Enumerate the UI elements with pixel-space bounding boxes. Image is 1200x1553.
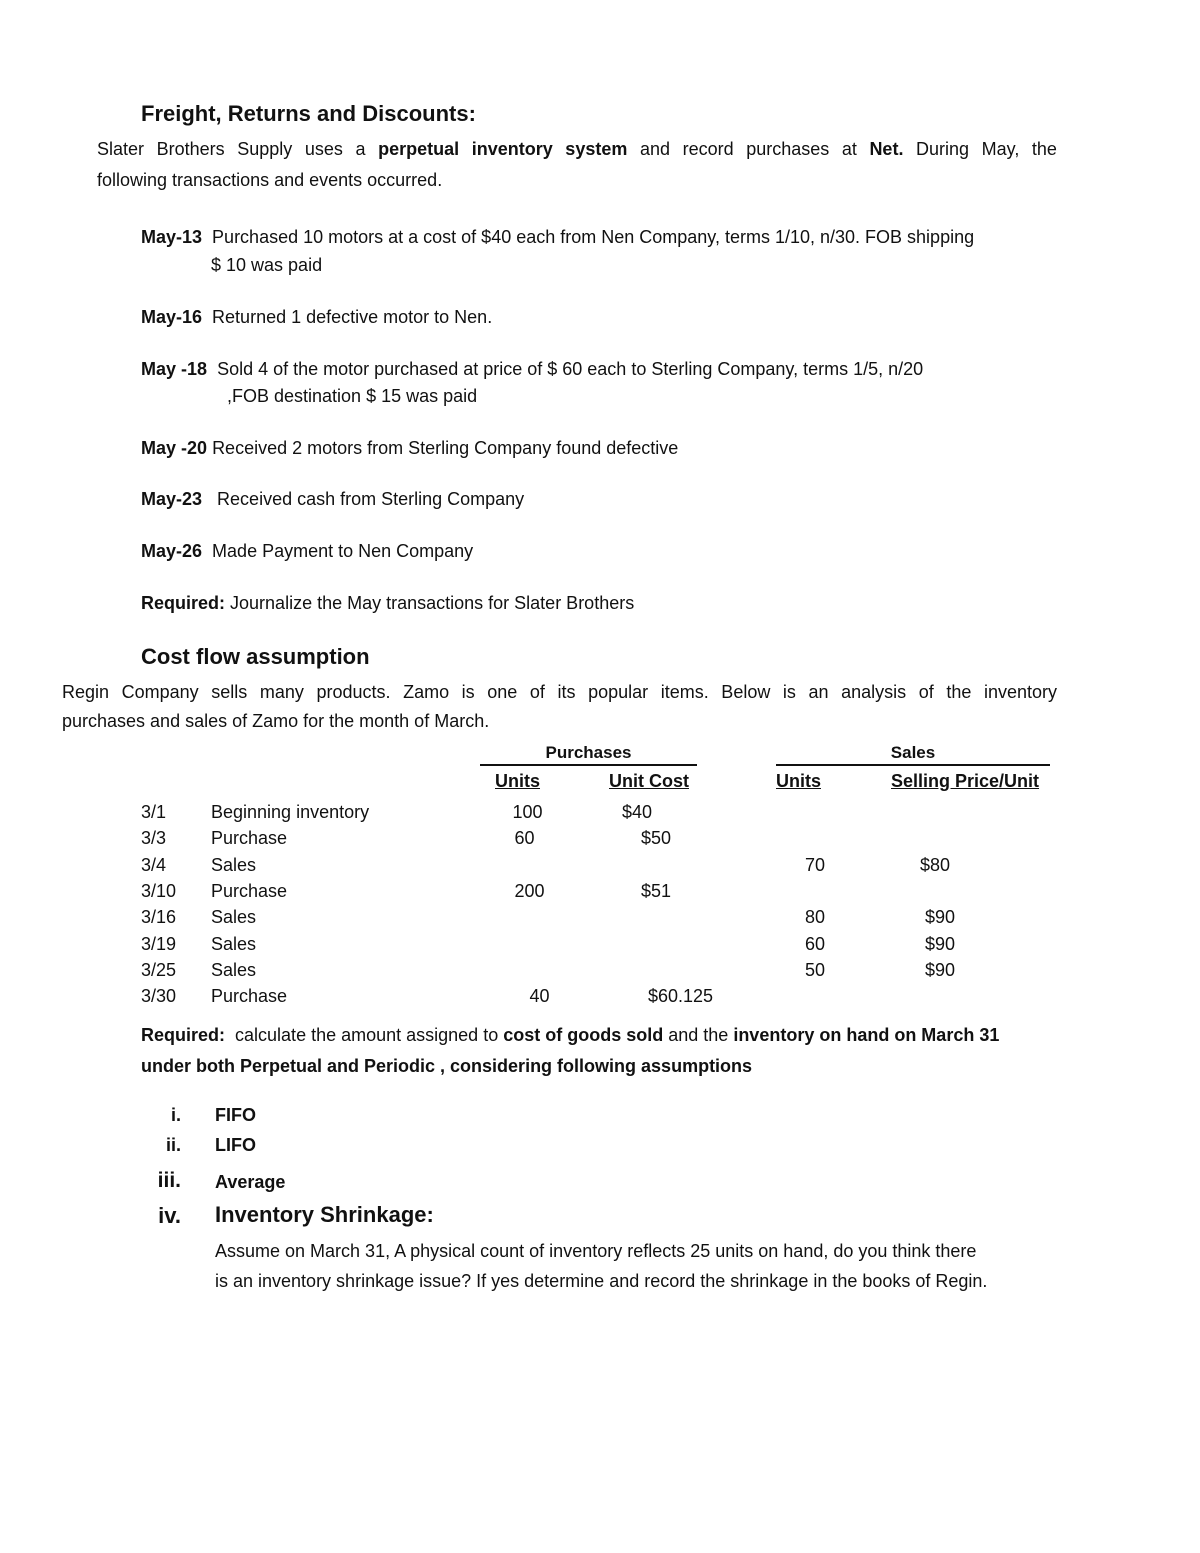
- transaction-item: May -18 Sold 4 of the motor purchased at price of $ 60 each to Sterling Company, terms 1/5, n/20: [141, 359, 924, 379]
- cost-flow-intro-line2: purchases and sales of Zamo for the month of March.: [62, 711, 490, 731]
- shrinkage-text-line1: Assume on March 31, A physical count of inventory reflects 25 units on hand, do you think there: [215, 1241, 977, 1261]
- row-sales-units: 70: [804, 855, 826, 875]
- row-purchase-units: 100: [512, 802, 543, 822]
- section-title-freight: Freight, Returns and Discounts:: [141, 101, 476, 126]
- assumption-lifo: LIFO: [215, 1135, 256, 1155]
- transaction-item: May -20 Received 2 motors from Sterling Company found defective: [141, 438, 679, 458]
- row-date: 3/16: [141, 907, 177, 927]
- row-date: 3/25: [141, 960, 177, 980]
- row-desc: Sales: [211, 960, 257, 980]
- list-number: iv.: [158, 1203, 181, 1228]
- purchases-group-header: Purchases: [480, 742, 697, 766]
- row-desc: Sales: [211, 934, 257, 954]
- row-desc: Beginning inventory: [211, 802, 370, 822]
- row-selling-price: $90: [925, 907, 956, 927]
- row-purchase-cost: $60.125: [648, 986, 714, 1006]
- required-statement-line2: under both Perpetual and Periodic , considering following assumptions: [141, 1056, 753, 1076]
- row-purchase-units: 200: [514, 881, 545, 901]
- row-selling-price: $90: [925, 960, 956, 980]
- intro-paragraph-line2: following transactions and events occurred.: [97, 170, 443, 190]
- transaction-item: May-23 Received cash from Sterling Company: [141, 489, 525, 509]
- row-purchase-cost: $40: [622, 802, 653, 822]
- required-statement: Required: Journalize the May transactions for Slater Brothers: [141, 593, 635, 613]
- sales-group-header: Sales: [776, 742, 1050, 766]
- row-desc: Sales: [211, 907, 257, 927]
- row-sales-units: 80: [804, 907, 826, 927]
- list-number: ii.: [165, 1135, 181, 1155]
- row-selling-price: $90: [925, 934, 956, 954]
- transaction-item: May-13 Purchased 10 motors at a cost of $40 each from Nen Company, terms 1/10, n/30. FOB shipping: [141, 227, 975, 247]
- transaction-item: May-16 Returned 1 defective motor to Nen.: [141, 307, 493, 327]
- section-title-cost-flow: Cost flow assumption: [141, 644, 370, 669]
- row-date: 3/30: [141, 986, 177, 1006]
- list-number: i.: [170, 1105, 181, 1125]
- row-purchase-cost: $51: [641, 881, 672, 901]
- col-header-sales-units: Units: [776, 771, 821, 791]
- row-date: 3/10: [141, 881, 177, 901]
- intro-paragraph-line1: Slater Brothers Supply uses a perpetual inventory system and record purchases at Net. During May, the: [97, 139, 1057, 159]
- row-purchase-cost: $50: [641, 828, 672, 848]
- transaction-item: May-26 Made Payment to Nen Company: [141, 541, 474, 561]
- row-sales-units: 50: [804, 960, 826, 980]
- assumption-fifo: FIFO: [215, 1105, 256, 1125]
- assumption-average: Average: [215, 1172, 286, 1192]
- row-selling-price: $80: [920, 855, 951, 875]
- row-date: 3/19: [141, 934, 177, 954]
- row-sales-units: 60: [804, 934, 826, 954]
- row-desc: Purchase: [211, 881, 288, 901]
- row-desc: Purchase: [211, 986, 288, 1006]
- shrinkage-text-line2: is an inventory shrinkage issue? If yes determine and record the shrinkage in the books of Regin.: [215, 1271, 988, 1291]
- row-purchase-units: 60: [514, 828, 535, 848]
- required-statement-line1: Required: calculate the amount assigned to cost of goods sold and the inventory on hand on March 31: [141, 1025, 1000, 1045]
- row-date: 3/3: [141, 828, 167, 848]
- row-purchase-units: 40: [529, 986, 550, 1006]
- row-desc: Sales: [211, 855, 257, 875]
- col-header-selling-price: Selling Price/Unit: [891, 771, 1040, 791]
- transaction-continuation: $ 10 was paid: [211, 255, 323, 275]
- row-date: 3/4: [141, 855, 167, 875]
- shrinkage-title: Inventory Shrinkage:: [215, 1202, 434, 1227]
- col-header-units: Units: [495, 771, 540, 791]
- list-number: iii.: [157, 1169, 181, 1192]
- transaction-continuation: ,FOB destination $ 15 was paid: [227, 386, 478, 406]
- row-desc: Purchase: [211, 828, 288, 848]
- col-header-unit-cost: Unit Cost: [609, 771, 689, 791]
- cost-flow-intro-line1: Regin Company sells many products. Zamo is one of its popular items. Below is an analysis of the inventory: [62, 682, 1057, 702]
- row-date: 3/1: [141, 802, 167, 822]
